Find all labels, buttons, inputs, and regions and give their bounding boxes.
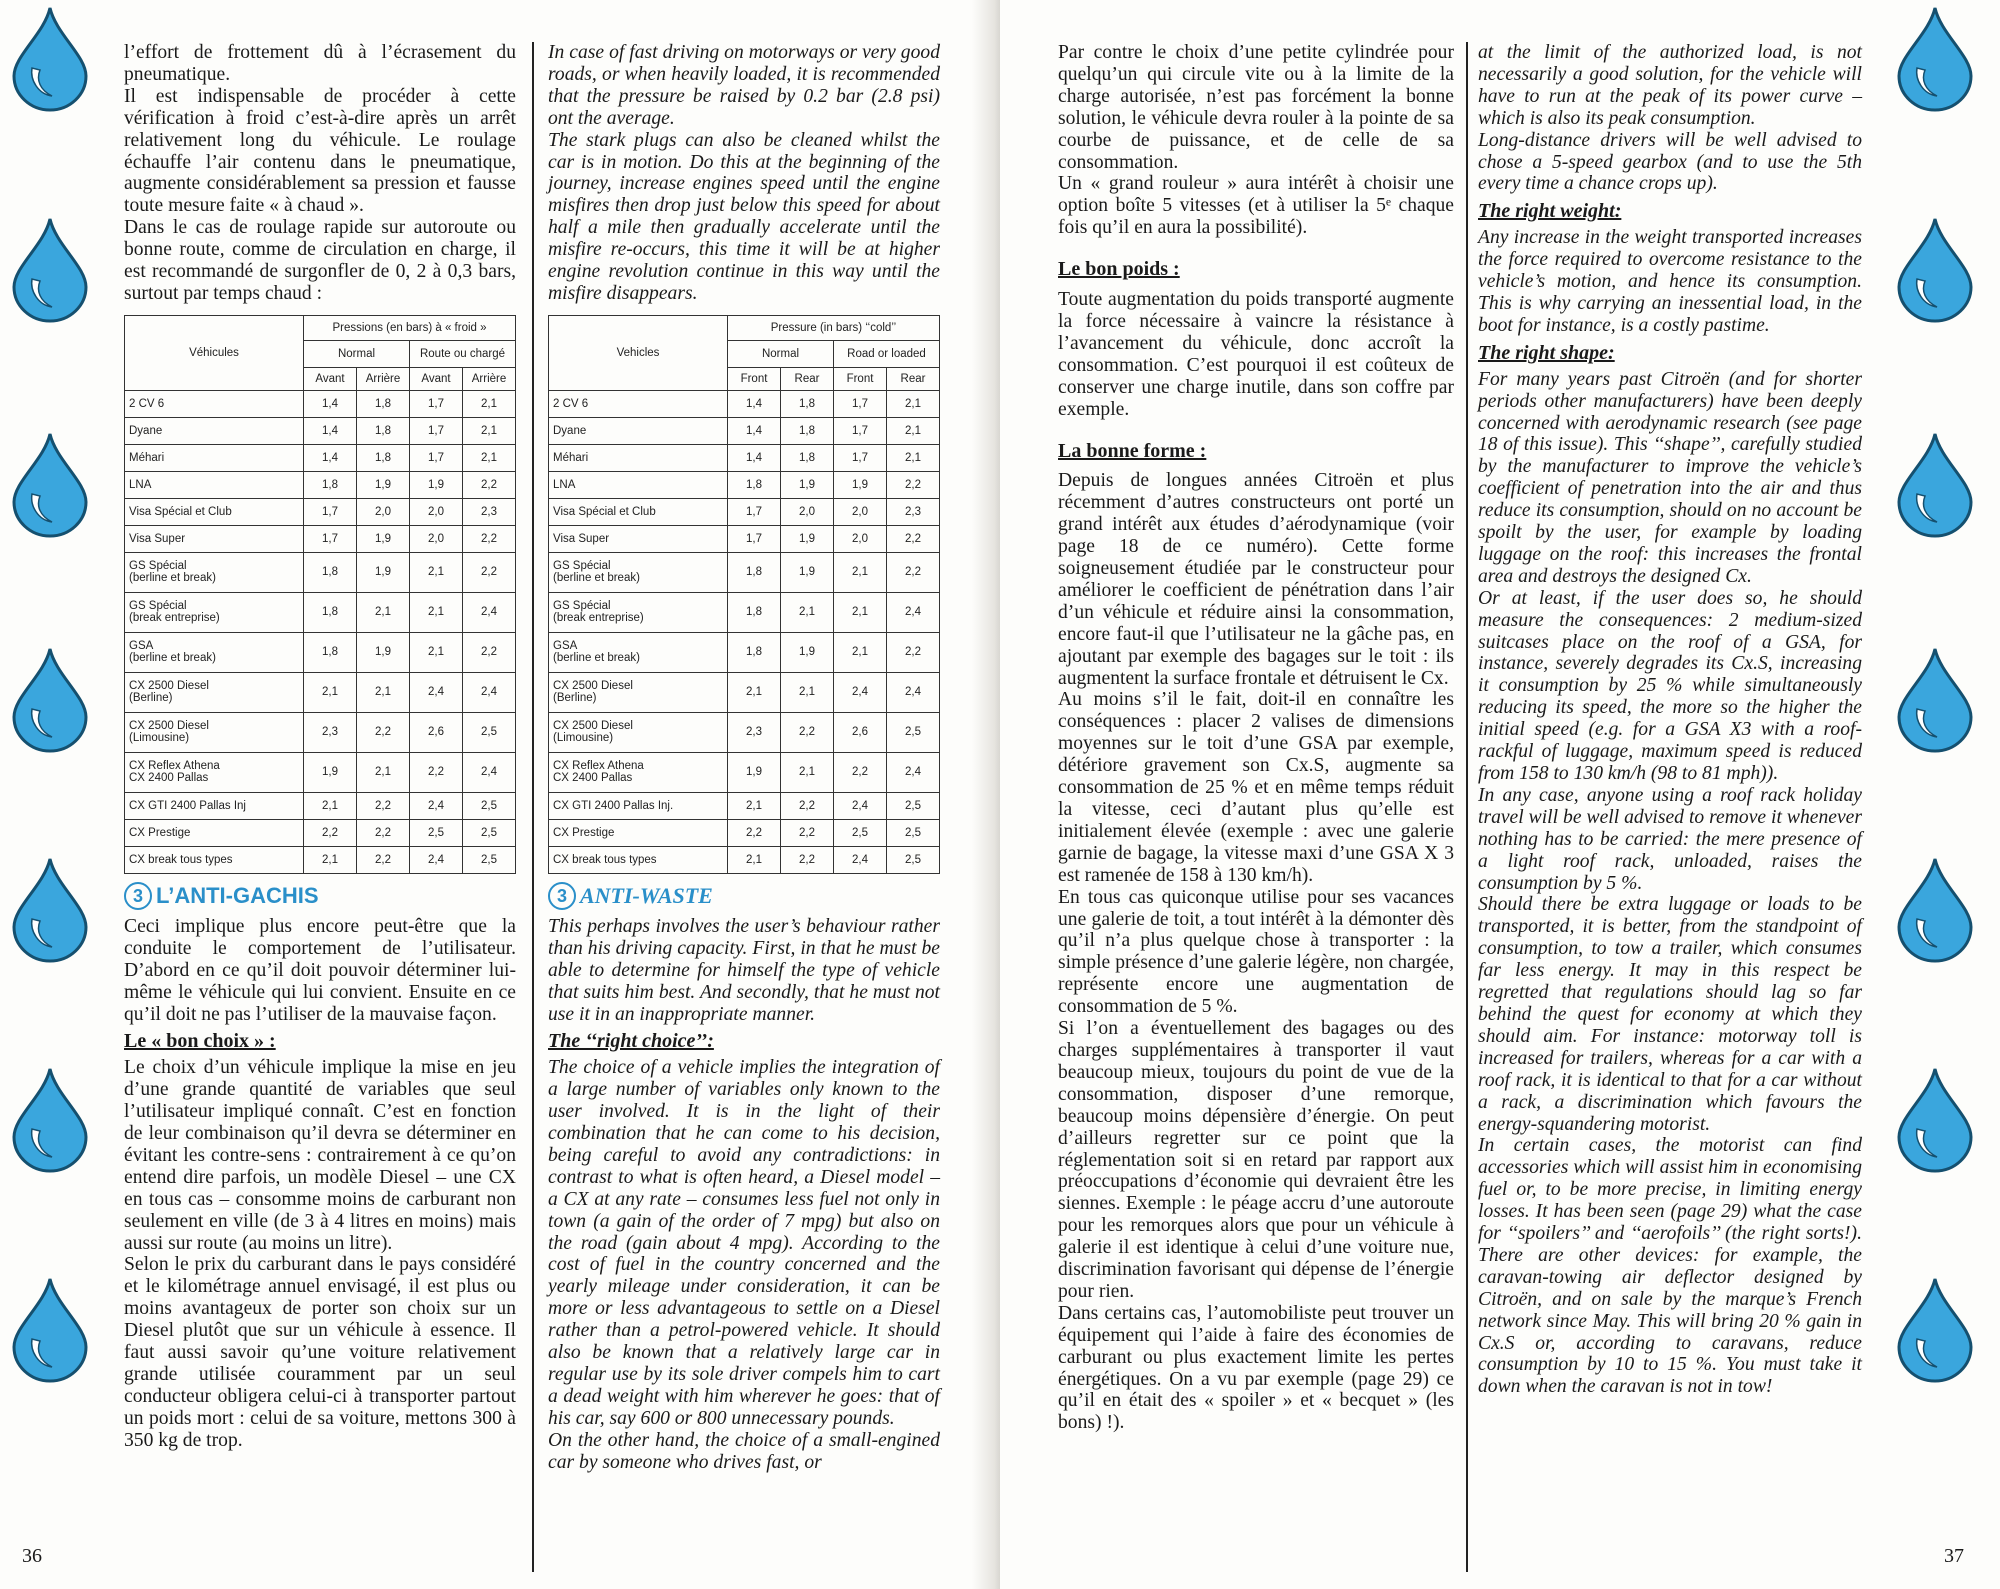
column-right-fr xyxy=(1058,42,1454,1434)
table-cell-value: 2,3 xyxy=(728,712,781,752)
table-header-normal: Normal xyxy=(728,340,834,367)
table-row xyxy=(125,390,516,417)
table-cell-value: 2,4 xyxy=(410,792,463,819)
section-heading xyxy=(548,882,940,910)
table-cell-value: 1,8 xyxy=(304,632,357,672)
table-cell-value: 1,9 xyxy=(781,632,834,672)
table-cell-vehicle: GS Spécial (berline et break) xyxy=(549,552,728,592)
column-left-en xyxy=(548,42,940,1474)
tire-pressure-table-fr xyxy=(124,315,516,874)
paragraph: In certain cases, the motorist can find accessories which will assist him in economising fuel or, to be more precise, in limiting energy losses. It has been seen (page 29) what the case for ‘‘spoilers’’ and ‘‘aerofoils’’ (the right sorts!). There are other devices: for example, the caravan-towing air deflector designed by Citroën, and on sale by the marque’s French network since May. This will bring 20 % gain in Cx.S or, according to caravans, reduce consumption by 10 to 15 %. You must take it down when the caravan is not in tow! xyxy=(1478,1135,1862,1398)
table-cell-value: 1,9 xyxy=(357,525,410,552)
paragraph: The stark plugs can also be cleaned whilst the car is in motion. Do this at the beginning of the journey, increase engines speed until the engine misfires then drop just below this speed for about half a mile then gradually accelerate until the misfire re-occurs, this time it will be at higher engine revolution continue in this way until the misfire disappears. xyxy=(548,129,940,304)
table-cell-value: 2,3 xyxy=(304,712,357,752)
table-header-normal: Normal xyxy=(304,340,410,367)
table-row xyxy=(549,792,940,819)
table-cell-value: 1,8 xyxy=(781,390,834,417)
table-cell-value: 1,9 xyxy=(304,752,357,792)
table-header-group: Pressions (en bars) à « froid » xyxy=(304,315,516,340)
table-header-rear: Arrière xyxy=(357,367,410,390)
table-cell-vehicle: 2 CV 6 xyxy=(125,390,304,417)
water-drop-icon xyxy=(1895,1275,1975,1383)
water-drop-icon xyxy=(1895,645,1975,753)
table-cell-value: 1,9 xyxy=(781,471,834,498)
table-cell-value: 1,7 xyxy=(410,417,463,444)
table-cell-value: 2,4 xyxy=(463,592,516,632)
paragraph: En tous cas quiconque utilise pour ses vacances une galerie de toit, a tout intérêt à la démonter dès qu’il n’a plus quelque chose à transporter : la simple présence d’une galerie légère, non chargée, représente encore une augmentation de consommation de 5 %. xyxy=(1058,886,1454,1018)
table-row xyxy=(125,444,516,471)
table-cell-value: 1,7 xyxy=(834,444,887,471)
table-row xyxy=(549,672,940,712)
table-header-rear: Arrière xyxy=(463,367,516,390)
page-number: 36 xyxy=(22,1545,42,1567)
table-cell-value: 2,1 xyxy=(357,672,410,712)
table-cell-value: 2,2 xyxy=(463,552,516,592)
water-drop-icon xyxy=(1895,215,1975,323)
paragraph: On the other hand, the choice of a small-engined car by someone who drives fast, or xyxy=(548,1429,940,1473)
table-cell-value: 2,4 xyxy=(887,672,940,712)
table-row xyxy=(125,471,516,498)
water-drop-icon xyxy=(1895,1065,1975,1173)
table-row xyxy=(549,444,940,471)
table-cell-value: 1,7 xyxy=(410,390,463,417)
table-cell-value: 1,7 xyxy=(728,498,781,525)
table-cell-value: 1,9 xyxy=(728,752,781,792)
table-header-group: Pressure (in bars) ‘‘cold’’ xyxy=(728,315,940,340)
water-drop-icon xyxy=(10,1275,90,1383)
table-cell-value: 2,5 xyxy=(887,846,940,873)
table-cell-value: 2,2 xyxy=(887,525,940,552)
table-cell-value: 1,7 xyxy=(728,525,781,552)
table-cell-value: 1,9 xyxy=(781,552,834,592)
column-divider xyxy=(532,42,534,1572)
right-page xyxy=(1000,0,2000,1589)
section-number-badge: 3 xyxy=(124,882,152,910)
table-cell-value: 2,1 xyxy=(887,417,940,444)
table-cell-value: 1,8 xyxy=(781,444,834,471)
table-row xyxy=(125,632,516,672)
table-cell-vehicle: CX Prestige xyxy=(125,819,304,846)
table-row xyxy=(125,819,516,846)
table-cell-vehicle: CX Reflex Athena CX 2400 Pallas xyxy=(549,752,728,792)
paragraph: Le choix d’un véhicule implique la mise en jeu d’une grande quantité de variables que seul l’utilisateur impliqué connaît. C’est en fonction de leur combinaison qu’il devra se déterminer en évitant les contre-sens : contrairement à ce qu’on entend dire parfois, un modèle Diesel – une CX en tous cas – consomme moins de carburant non seulement en ville (de 3 à 4 litres en moins) mais aussi sur route (au moins un litre). xyxy=(124,1057,516,1254)
table-row xyxy=(549,712,940,752)
table-cell-value: 2,1 xyxy=(463,417,516,444)
table-cell-value: 1,7 xyxy=(304,525,357,552)
table-cell-vehicle: CX break tous types xyxy=(549,846,728,873)
table-cell-value: 1,8 xyxy=(304,592,357,632)
table-row xyxy=(549,632,940,672)
table-cell-value: 2,1 xyxy=(834,552,887,592)
paragraph: In any case, anyone using a roof rack holiday travel will be well advised to remove it whenever nothing has to be carried: the mere presence of a light roof rack, unloaded, raises the consumption by 5 %. xyxy=(1478,784,1862,894)
table-cell-vehicle: CX GTI 2400 Pallas Inj. xyxy=(549,792,728,819)
table-cell-value: 2,4 xyxy=(463,752,516,792)
table-cell-value: 2,1 xyxy=(834,592,887,632)
table-cell-value: 1,7 xyxy=(410,444,463,471)
table-cell-value: 2,0 xyxy=(781,498,834,525)
table-cell-value: 2,2 xyxy=(463,632,516,672)
table-cell-value: 2,2 xyxy=(410,752,463,792)
table-cell-value: 1,9 xyxy=(357,632,410,672)
table-cell-value: 2,1 xyxy=(781,672,834,712)
table-cell-value: 2,5 xyxy=(887,712,940,752)
table-cell-value: 2,1 xyxy=(410,552,463,592)
table-row xyxy=(549,525,940,552)
table-cell-value: 1,4 xyxy=(304,444,357,471)
table-header-front: Avant xyxy=(410,367,463,390)
water-drop-icon xyxy=(1895,855,1975,963)
table-cell-vehicle: CX Reflex Athena CX 2400 Pallas xyxy=(125,752,304,792)
table-header-vehicle: Véhicules xyxy=(125,315,304,390)
paragraph: Dans certains cas, l’automobiliste peut trouver un équipement qui l’aide à faire des économies de carburant ou plus exactement limite les pertes énergétiques. On a vu par exemple (page 29) ce qu’il en était des « spoiler » et « becquet » (les bons) !). xyxy=(1058,1302,1454,1434)
table-cell-value: 1,4 xyxy=(728,444,781,471)
section-heading xyxy=(124,882,516,910)
table-cell-value: 1,7 xyxy=(834,417,887,444)
table-header-rear: Rear xyxy=(887,367,940,390)
table-cell-value: 2,5 xyxy=(887,819,940,846)
table-cell-value: 2,1 xyxy=(410,632,463,672)
subheading: Le « bon choix » : xyxy=(124,1030,276,1053)
table-row xyxy=(125,752,516,792)
table-header-vehicle: Vehicles xyxy=(549,315,728,390)
table-cell-value: 2,5 xyxy=(834,819,887,846)
subheading: La bonne forme : xyxy=(1058,439,1207,462)
table-cell-value: 1,4 xyxy=(304,390,357,417)
table-cell-vehicle: GS Spécial (berline et break) xyxy=(125,552,304,592)
table-cell-value: 2,2 xyxy=(781,846,834,873)
water-drop-icon xyxy=(10,430,90,538)
table-cell-value: 2,0 xyxy=(834,525,887,552)
table-cell-vehicle: Visa Super xyxy=(549,525,728,552)
subheading: The right weight: xyxy=(1478,200,1622,223)
table-cell-vehicle: Dyane xyxy=(125,417,304,444)
table-cell-vehicle: GSA (berline et break) xyxy=(125,632,304,672)
table-cell-value: 2,2 xyxy=(781,712,834,752)
section-title: ANTI-WASTE xyxy=(580,882,713,908)
table-row xyxy=(125,846,516,873)
table-row xyxy=(125,592,516,632)
table-cell-vehicle: Visa Super xyxy=(125,525,304,552)
paragraph: In case of fast driving on motorways or very good roads, or when heavily loaded, it is recommended that the pressure be raised by 0.2 bar (2.8 psi) ont the average. xyxy=(548,42,940,129)
table-cell-value: 2,1 xyxy=(357,592,410,632)
table-cell-value: 2,0 xyxy=(410,525,463,552)
table-cell-value: 1,8 xyxy=(304,471,357,498)
table-cell-value: 1,8 xyxy=(781,417,834,444)
table-row xyxy=(125,417,516,444)
table-cell-value: 1,8 xyxy=(728,632,781,672)
table-cell-value: 2,2 xyxy=(463,471,516,498)
subheading: The ‘‘right choice’’: xyxy=(548,1030,714,1053)
table-header-loaded: Route ou chargé xyxy=(410,340,516,367)
paragraph: For many years past Citroën (and for shorter periods other manufacturers) have been deeply concerned with aerodynamic research (see page 18 of this issue). This ‘‘shape’’, carefully studied by the manufacturer to improve the vehicle’s coefficient of penetration into the air and thus reduce its consumption, should on no account be spoilt by the user, for example by loading luggage on the roof: this increases the frontal area and destroys the designed Cx. xyxy=(1478,368,1862,587)
table-row xyxy=(125,525,516,552)
table-cell-value: 2,2 xyxy=(357,712,410,752)
table-cell-vehicle: Visa Spécial et Club xyxy=(549,498,728,525)
table-cell-value: 2,1 xyxy=(781,752,834,792)
left-page xyxy=(0,0,996,1589)
table-row xyxy=(549,390,940,417)
table-cell-value: 2,2 xyxy=(781,819,834,846)
table-row xyxy=(125,712,516,752)
table-row xyxy=(549,819,940,846)
table-cell-value: 2,4 xyxy=(887,752,940,792)
table-row xyxy=(549,552,940,592)
table-cell-value: 2,5 xyxy=(463,792,516,819)
table-cell-vehicle: CX Prestige xyxy=(549,819,728,846)
table-cell-value: 2,3 xyxy=(887,498,940,525)
paragraph: This perhaps involves the user’s behaviour rather than his driving capacity. First, in that he must be able to determine for himself the type of vehicle that suits him best. And secondly, that he must not use it in an inappropriate manner. xyxy=(548,915,940,1025)
table-cell-value: 2,4 xyxy=(834,846,887,873)
table-cell-value: 2,1 xyxy=(728,846,781,873)
table-cell-value: 1,8 xyxy=(357,417,410,444)
table-cell-value: 2,6 xyxy=(410,712,463,752)
table-cell-vehicle: Dyane xyxy=(549,417,728,444)
column-right-en xyxy=(1478,42,1862,1398)
table-cell-vehicle: CX 2500 Diesel (Berline) xyxy=(125,672,304,712)
table-cell-value: 2,2 xyxy=(887,552,940,592)
table-cell-value: 1,9 xyxy=(357,471,410,498)
paragraph: Ceci implique plus encore peut-être que la conduite le comportement de l’utilisateur. D’abord en ce qu’il doit pouvoir déterminer lui-même le véhicule qui lui convient. Ensuite en ce qu’il doit ne pas l’utiliser de la mauvaise façon. xyxy=(124,915,516,1025)
table-cell-vehicle: CX 2500 Diesel (Berline) xyxy=(549,672,728,712)
table-cell-value: 2,2 xyxy=(357,792,410,819)
table-cell-value: 2,2 xyxy=(304,819,357,846)
table-cell-value: 1,9 xyxy=(357,552,410,592)
table-cell-value: 2,1 xyxy=(834,632,887,672)
table-cell-value: 2,4 xyxy=(834,672,887,712)
table-cell-value: 1,8 xyxy=(304,552,357,592)
table-cell-value: 2,4 xyxy=(410,672,463,712)
table-cell-value: 2,4 xyxy=(463,672,516,712)
table-cell-value: 2,1 xyxy=(728,792,781,819)
table-cell-value: 2,5 xyxy=(410,819,463,846)
table-cell-vehicle: LNA xyxy=(125,471,304,498)
table-cell-value: 1,4 xyxy=(728,417,781,444)
table-cell-value: 2,2 xyxy=(887,471,940,498)
table-cell-value: 2,0 xyxy=(410,498,463,525)
table-cell-value: 2,1 xyxy=(887,390,940,417)
section-title: L’ANTI-GACHIS xyxy=(156,882,319,908)
paragraph: Long-distance drivers will be well advised to chose a 5-speed gearbox (and to use the 5th every time a chance crops up). xyxy=(1478,129,1862,195)
table-cell-vehicle: CX break tous types xyxy=(125,846,304,873)
table-row xyxy=(549,417,940,444)
table-cell-value: 2,1 xyxy=(304,792,357,819)
page-number: 37 xyxy=(1944,1545,1964,1567)
table-cell-value: 2,4 xyxy=(410,846,463,873)
table-cell-value: 2,1 xyxy=(304,846,357,873)
table-cell-value: 2,1 xyxy=(304,672,357,712)
paragraph: Toute augmentation du poids transporté augmente la force nécessaire à vaincre la résistance à l’avancement du véhicule, donc accroît la consommation. C’est pourquoi il est coûteux de conserver une charge inutile, dans son coffre par exemple. xyxy=(1058,289,1454,420)
table-row xyxy=(549,498,940,525)
paragraph: Un « grand rouleur » aura intérêt à choisir une option boîte 5 vitesses (et à utiliser la 5ᵉ chaque fois qu’il en aura la possibilité). xyxy=(1058,173,1454,239)
column-left-fr xyxy=(124,42,516,1452)
water-drop-icon xyxy=(10,4,90,112)
table-cell-value: 2,5 xyxy=(887,792,940,819)
table-cell-value: 2,2 xyxy=(728,819,781,846)
table-cell-value: 1,8 xyxy=(728,471,781,498)
water-drop-icon xyxy=(1895,430,1975,538)
table-cell-vehicle: GSA (berline et break) xyxy=(549,632,728,672)
paragraph: Depuis de longues années Citroën et plus récemment d’autres constructeurs ont porté un grand intérêt aux études d’aérodynamique (voir page 18 de ce numéro). Cette forme soigneusement étudiée par le constructeur pour améliorer le coefficient de pénétration dans l’air d’un véhicule et réduire ainsi la consommation, encore faut-il que l’utilisateur ne la gâche pas, en ajoutant par exemple des bagages sur le toit : ils augmentent la surface frontale et détruisent le Cx. xyxy=(1058,470,1454,689)
table-cell-value: 2,1 xyxy=(463,444,516,471)
subheading: Le bon poids : xyxy=(1058,258,1180,281)
table-cell-vehicle: CX GTI 2400 Pallas Inj xyxy=(125,792,304,819)
table-row xyxy=(549,846,940,873)
table-cell-value: 1,4 xyxy=(304,417,357,444)
table-cell-value: 1,8 xyxy=(728,592,781,632)
table-cell-value: 2,4 xyxy=(834,792,887,819)
paragraph: Au moins s’il le fait, doit-il en connaître les conséquences : placer 2 valises de dimensions moyennes sur le toit d’une GSA par exemple, détériore gravement son Cx.S, augmente sa consommation de 25 % et en même temps réduit la vitesse, ceci d’autant plus qu’elle est initialement élevée (exemple : avec une galerie garnie de bagage, la vitesse maxi d’une GSA X 3 est ramenée de 158 à 130 km/h). xyxy=(1058,689,1454,886)
table-cell-vehicle: CX 2500 Diesel (Limousine) xyxy=(549,712,728,752)
water-drop-icon xyxy=(10,215,90,323)
table-cell-value: 2,5 xyxy=(463,846,516,873)
section-number-badge: 3 xyxy=(548,882,576,910)
table-header-rear: Rear xyxy=(781,367,834,390)
table-cell-vehicle: LNA xyxy=(549,471,728,498)
table-row xyxy=(549,752,940,792)
table-cell-value: 2,1 xyxy=(357,752,410,792)
water-drop-icon xyxy=(10,1065,90,1173)
table-row xyxy=(549,471,940,498)
paragraph: Should there be extra luggage or loads to be transported, it is better, from the standpoint of consumption, to tow a trailer, which consumes far less energy. It may in this respect be regretted that regulations should lag so far behind the quest for economy at which they should aim. For instance: motorway toll is increased for trailers, whereas for a car with a roof rack, it is identical to that for a car without a rack, a discrimination which favours the energy-squandering motorist. xyxy=(1478,894,1862,1135)
table-cell-value: 1,9 xyxy=(781,525,834,552)
paragraph: The choice of a vehicle implies the integration of a large number of variables only known to the user involved. It is in the light of their combination that he can come to his decision, being careful to avoid any contradictions: in contrast to what is often heard, a Diesel model – a CX at any rate – consumes less fuel not only in town (a gain of the order of 7 mpg) but also on the road (gain about 4 mpg). According to the cost of fuel in the country concerned and the yearly mileage under consideration, it can be more or less advantageous to settle on a Diesel rather than a petrol-powered vehicle. It should also be known that a relatively large car in regular use by its sole driver compels him to cart a dead weight with him wherever he goes: that of his car, say 600 or 800 unnecessary pounds. xyxy=(548,1057,940,1429)
table-cell-value: 1,8 xyxy=(357,444,410,471)
table-row xyxy=(125,498,516,525)
table-cell-value: 2,2 xyxy=(834,752,887,792)
table-row xyxy=(125,672,516,712)
paragraph: at the limit of the authorized load, is not necessarily a good solution, for the vehicle will have to run at the peak of its power curve – which is also its peak consumption. xyxy=(1478,42,1862,129)
table-cell-value: 2,6 xyxy=(834,712,887,752)
table-cell-value: 2,0 xyxy=(357,498,410,525)
table-row xyxy=(549,592,940,632)
table-cell-value: 2,2 xyxy=(781,792,834,819)
table-header-front: Avant xyxy=(304,367,357,390)
table-cell-value: 2,2 xyxy=(357,819,410,846)
table-cell-value: 1,8 xyxy=(728,552,781,592)
table-cell-value: 1,9 xyxy=(410,471,463,498)
table-cell-value: 2,1 xyxy=(728,672,781,712)
paragraph: Any increase in the weight transported increases the force required to overcome resistance to the vehicle’s motion, and hence its consumption. This is why carrying an inessential load, in the boot for instance, is a costly pastime. xyxy=(1478,227,1862,336)
table-cell-value: 1,4 xyxy=(728,390,781,417)
table-cell-value: 2,1 xyxy=(887,444,940,471)
paragraph: l’effort de frottement dû à l’écrasement du pneumatique. xyxy=(124,42,516,85)
water-drop-icon xyxy=(1895,4,1975,112)
table-cell-vehicle: Méhari xyxy=(549,444,728,471)
table-cell-value: 2,0 xyxy=(834,498,887,525)
table-cell-value: 2,2 xyxy=(357,846,410,873)
table-cell-vehicle: Méhari xyxy=(125,444,304,471)
table-cell-value: 2,2 xyxy=(463,525,516,552)
table-cell-vehicle: CX 2500 Diesel (Limousine) xyxy=(125,712,304,752)
table-cell-vehicle: GS Spécial (break entreprise) xyxy=(549,592,728,632)
paragraph: Il est indispensable de procéder à cette vérification à froid c’est-à-dire après un arrêt relativement long du véhicule. Le roulage échauffe l’air contenu dans le pneumatique, augmente considérablement sa pression et fausse toute mesure faite « à chaud ». xyxy=(124,85,516,217)
table-cell-value: 1,7 xyxy=(834,390,887,417)
table-cell-value: 1,9 xyxy=(834,471,887,498)
water-drop-icon xyxy=(10,645,90,753)
table-cell-value: 2,1 xyxy=(781,592,834,632)
column-divider xyxy=(1466,42,1468,1572)
subheading: The right shape: xyxy=(1478,341,1615,364)
table-cell-value: 2,2 xyxy=(887,632,940,672)
paragraph: Selon le prix du carburant dans le pays considéré et le kilométrage annuel envisagé, il est plus ou moins avantageux de porter son choix sur un Diesel plutôt que sur un véhicule à essence. Il faut aussi savoir qu’une voiture relativement grande utilisée couramment par un seul conducteur obligera celui-ci à transporter partout un poids mort : celui de sa voiture, mettons 300 à 350 kg de trop. xyxy=(124,1254,516,1451)
water-drop-icon xyxy=(10,855,90,963)
table-cell-vehicle: 2 CV 6 xyxy=(549,390,728,417)
table-cell-value: 1,7 xyxy=(304,498,357,525)
table-cell-value: 2,1 xyxy=(410,592,463,632)
table-cell-value: 2,4 xyxy=(887,592,940,632)
paragraph: Dans le cas de roulage rapide sur autoroute ou bonne route, comme de circulation en charge, il est recommandé de surgonfler de 0, 2 à 0,3 bars, surtout par temps chaud : xyxy=(124,217,516,304)
table-header-front: Front xyxy=(834,367,887,390)
table-cell-value: 1,8 xyxy=(357,390,410,417)
paragraph: Par contre le choix d’une petite cylindrée pour quelqu’un qui circule vite ou à la limite de la charge autorisée, n’est pas forcément la bonne solution, le véhicule devra rouler à la pointe de sa courbe de puissance, et de celle de sa consommation. xyxy=(1058,42,1454,173)
table-cell-value: 2,5 xyxy=(463,712,516,752)
table-header-front: Front xyxy=(728,367,781,390)
table-row xyxy=(125,792,516,819)
tire-pressure-table-en xyxy=(548,315,940,874)
paragraph: Or at least, if the user does so, he should measure the consequences: 2 medium-sized suitcases place on the roof of a GSA, for instance, severely degrades its Cx.S, increasing it consumption by 25 % while simultaneously reducing its speed, the more so the higher the initial speed (e.g. for a GSA X3 with a roof-rackful of luggage, maximum speed is reduced from 158 to 130 km/h (98 to 81 mph)). xyxy=(1478,587,1862,784)
table-cell-value: 2,5 xyxy=(463,819,516,846)
paragraph: Si l’on a éventuellement des bagages ou des charges supplémentaires à transporter il vaut beaucoup mieux, toujours du point de vue de la consommation, disposer d’une remorque, beaucoup moins dépensière d’énergie. On peut d’ailleurs regretter sur ce point que la réglementation soit si en retard par rapport aux préoccupations d’économie qui devraient être les siennes. Exemple : le péage accru d’une autoroute pour les remorques alors que pour un véhicule à galerie il est identique à celui d’une voiture nue, discrimination favorisant qui dépense de l’énergie pour rien. xyxy=(1058,1018,1454,1302)
table-cell-vehicle: GS Spécial (break entreprise) xyxy=(125,592,304,632)
table-row xyxy=(125,552,516,592)
table-cell-vehicle: Visa Spécial et Club xyxy=(125,498,304,525)
table-cell-value: 2,3 xyxy=(463,498,516,525)
table-header-loaded: Road or loaded xyxy=(834,340,940,367)
table-cell-value: 2,1 xyxy=(463,390,516,417)
